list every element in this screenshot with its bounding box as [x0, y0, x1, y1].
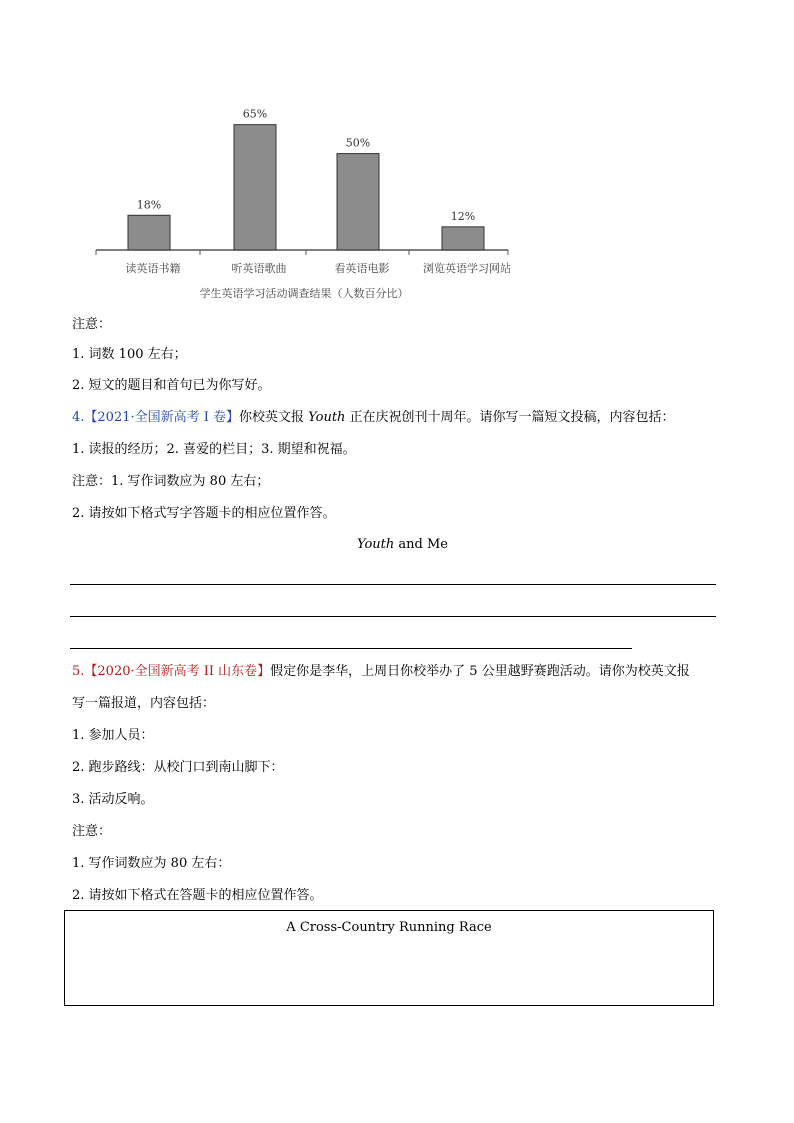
- bar-value-label: 18%: [136, 198, 162, 212]
- q4-title-rest: and Me: [394, 537, 448, 552]
- q5-prompt-line-1: [72, 663, 690, 681]
- note-item-1: 1. 词数 100 左右；: [72, 347, 187, 362]
- bar-value-label: 65%: [242, 107, 268, 121]
- note-item-2: 2. 短文的题目和首句已为你写好。: [72, 378, 271, 393]
- q5-note-2: 2. 请按如下格式在答题卡的相应位置作答。: [72, 888, 323, 903]
- q5-prompt-line-2: 写一篇报道，内容包括：: [72, 696, 216, 711]
- q4-prompt-b: 正在庆祝创刊十周年。请你写一篇短文投稿，内容包括：: [345, 410, 675, 425]
- q5-number: 5.: [72, 664, 85, 679]
- q4-prompt-italic: Youth: [308, 410, 346, 425]
- answer-line-1[interactable]: [70, 584, 716, 585]
- bar-value-label: 50%: [345, 136, 371, 150]
- q4-number: 4.: [72, 410, 85, 425]
- q4-note-2: 2. 请按如下格式写字答题卡的相应位置作答。: [72, 506, 336, 521]
- q4-essay-title: [357, 537, 448, 552]
- chart-caption: 学生英语学习活动调查结果（人数百分比）: [199, 287, 409, 300]
- bar-2: [234, 125, 276, 250]
- category-label: 听英语歌曲: [231, 262, 287, 275]
- q5-note-1: 1. 写作词数应为 80 左右：: [72, 856, 231, 871]
- q4-source: 【2021·全国新高考 I 卷】: [84, 410, 240, 425]
- q5-note-heading: 注意：: [72, 824, 112, 839]
- q5-answer-box[interactable]: [64, 910, 714, 1006]
- q4-content: 1. 读报的经历；2. 喜爱的栏目；3. 期望和祝福。: [72, 442, 356, 457]
- q5-prompt-text: 假定你是李华，上周日你校举办了 5 公里越野赛跑活动。请你为校英文报: [270, 664, 690, 679]
- q4-title-italic: Youth: [357, 537, 395, 552]
- q5-item-1: 1. 参加人员：: [72, 728, 154, 743]
- q5-box-title: A Cross-Country Running Race: [286, 920, 492, 935]
- q4-prompt: [72, 409, 675, 427]
- category-label: 看英语电影: [334, 262, 390, 275]
- q5-source: 【2020·全国新高考 II 山东卷】: [84, 664, 271, 679]
- q5-item-3: 3. 活动反响。: [72, 792, 154, 807]
- answer-line-2[interactable]: [70, 616, 716, 617]
- notes-heading: 注意：: [72, 317, 112, 332]
- bar-value-label: 12%: [450, 209, 476, 223]
- bar-4: [442, 227, 484, 250]
- survey-bar-chart: [84, 95, 524, 310]
- category-label: 浏览英语学习网站: [423, 262, 511, 275]
- bar-3: [337, 154, 379, 250]
- bar-1: [128, 215, 170, 250]
- answer-line-3[interactable]: [70, 648, 632, 649]
- q4-prompt-a: 你校英文报: [239, 410, 309, 425]
- q5-item-2: 2. 跑步路线：从校门口到南山脚下：: [72, 760, 284, 775]
- bar-chart-svg: [84, 95, 524, 310]
- category-label: 读英语书籍: [125, 262, 181, 275]
- q4-note-1: 注意：1. 写作词数应为 80 左右；: [72, 474, 270, 489]
